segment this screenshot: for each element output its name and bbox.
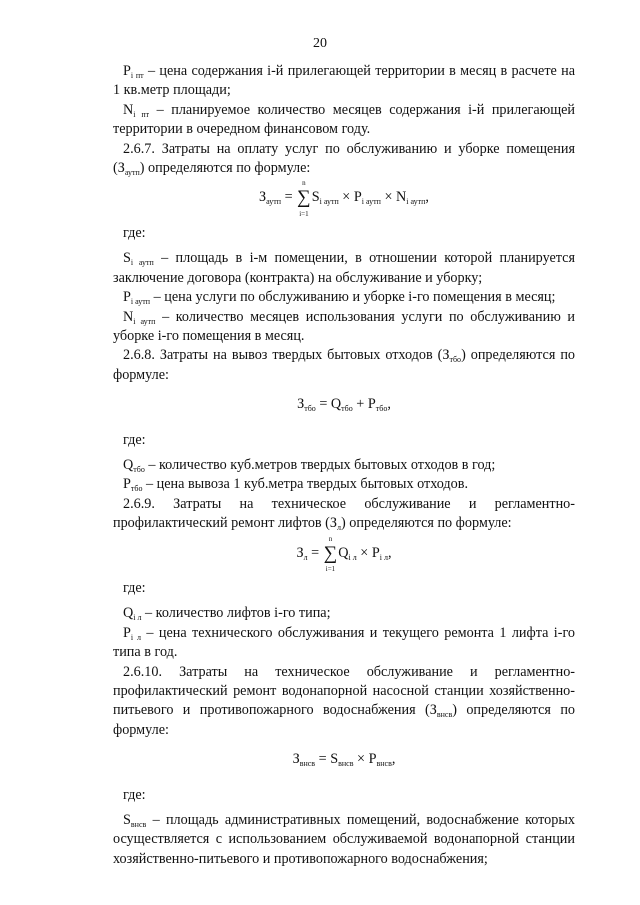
- definition-item: [113, 604, 575, 623]
- where-label: где:: [123, 431, 146, 448]
- section-number: 2.6.10.: [123, 663, 163, 680]
- section-text-tail: ) определяются по формуле:: [113, 702, 576, 738]
- definition-item: [113, 62, 575, 101]
- formula-f1: $З_{аутп}$ = ∑ n i=1 $S_{i аутп} \times P_{i аутп} \times N_{i аутп}$,: [259, 179, 429, 218]
- formula-term-subscript: внсв: [338, 759, 354, 769]
- formula-term-subscript: тбо: [375, 404, 388, 414]
- definition-text: – количество месяцев использования услуги по обслуживанию и уборке i-го помещения в месяц.: [113, 308, 576, 344]
- section-text: Затраты на техническое обслуживание и регламентно-профилактический ремонт водонапорной насосной станции хозяйственно-питьевого и противопожарного водоснабжения (З: [113, 663, 576, 719]
- definition-symbol: $Q_{i л}$: [123, 605, 142, 623]
- sum-lower-limit: i=1: [325, 565, 336, 573]
- definition-item: [113, 624, 575, 663]
- section-subscript: тбо: [449, 355, 462, 365]
- formula-term-symbol: $N_{i аутп}$: [396, 189, 426, 207]
- section-text: Затраты на вывоз твердых бытовых отходов (З: [159, 347, 450, 364]
- section-number: 2.6.9.: [123, 495, 155, 512]
- definition-subscript: i аутп: [133, 316, 156, 326]
- sum-sign-icon: ∑ n i=1: [323, 534, 338, 573]
- formula-term-symbol: $P_{тбо}$: [367, 396, 388, 414]
- definition-item: [113, 249, 575, 288]
- definition-item: [113, 288, 575, 307]
- sum-upper-limit: n: [302, 179, 306, 188]
- definition-subscript: тбо: [133, 464, 145, 474]
- formula-term-subscript: i л: [379, 552, 388, 562]
- formula-term-symbol: $P_{i л}$: [371, 544, 388, 562]
- formula-term-subscript: тбо: [341, 404, 353, 414]
- formula-f2: $З_{тбо} = Q_{тбо} + P_{тбо}$,: [297, 396, 391, 414]
- definition-subscript: i л: [133, 613, 142, 623]
- section-subscript: л: [337, 523, 342, 533]
- definition-symbol: $Q_{тбо}$: [123, 456, 145, 474]
- where-label: где:: [123, 224, 146, 241]
- definition-symbol: $S_{внсв}$: [123, 812, 147, 830]
- section-text-tail: ) определяются по формуле:: [341, 515, 512, 532]
- definition-subscript: внсв: [130, 820, 147, 830]
- formula-lhs-subscript: внсв: [299, 759, 316, 769]
- definition-item: [113, 308, 575, 347]
- definition-subscript: тбо: [130, 484, 143, 494]
- formula-term-symbol: $Q_{i л}$: [338, 544, 357, 562]
- section-paragraph: [113, 495, 575, 534]
- formula-term-subscript: i аутп: [361, 197, 381, 207]
- formula-lhs-subscript: тбо: [304, 404, 316, 414]
- formula-term-subscript: внсв: [376, 759, 392, 769]
- definition-subscript: i пт: [133, 109, 150, 119]
- sum-sign-icon: ∑ n i=1: [297, 179, 311, 218]
- section-text: Затраты на оплату услуг по обслуживанию и уборке помещения (З: [113, 140, 575, 177]
- section-paragraph: [113, 346, 575, 385]
- definition-item: [113, 475, 575, 494]
- formula-term-subscript: i аутп: [319, 197, 339, 207]
- page-number: 20: [313, 36, 327, 51]
- definition-text: – цена вывоза 1 куб.метра твердых бытовых отходов.: [146, 476, 468, 493]
- definition-text: – площадь в i-м помещении, в отношении которой планируется заключение договора (контракта) на обслуживание и уборку;: [113, 250, 575, 286]
- formula-lhs-subscript: л: [303, 552, 308, 562]
- definition-symbol: $P_{i аутп}$: [123, 289, 151, 307]
- definition-subscript: i л: [130, 632, 141, 642]
- formula-term-symbol: $S_{внсв}$: [330, 751, 354, 769]
- formula-f4: $З_{внсв} = S_{внсв} \times P_{внсв}$,: [292, 751, 396, 769]
- document-body: [113, 62, 575, 869]
- definition-symbol: $N_{i аутп}$: [123, 308, 156, 326]
- definition-text: – площадь административных помещений, водоснабжение которых осуществляется с использованием обслуживаемой водонапорной станции хозяйственно-питьевого и противопожарного водоснабжения;: [113, 812, 575, 867]
- definition-item: [113, 811, 575, 869]
- definition-item: [113, 456, 575, 475]
- formula-lhs-symbol: $З_{тбо}$: [297, 396, 316, 414]
- definition-text: – цена технического обслуживания и текущего ремонта 1 лифта i-го типа в год.: [113, 624, 576, 661]
- section-paragraph: [113, 663, 575, 741]
- definition-symbol: $P_{тбо}$: [123, 476, 143, 494]
- where-label: где:: [123, 786, 146, 803]
- formula-term-symbol: $P_{внсв}$: [368, 751, 392, 769]
- section-subscript: аутп: [124, 168, 140, 178]
- definition-subscript: i пт: [130, 71, 144, 80]
- formula-lhs-symbol: $З_{внсв}$: [292, 751, 316, 769]
- formula-term-subscript: i л: [348, 552, 357, 562]
- definition-subscript: i аутп: [130, 297, 151, 307]
- formula-term-symbol: $S_{i аутп}$: [311, 189, 339, 207]
- definition-text: – цена услуги по обслуживанию и уборке i-го помещения в месяц;: [153, 289, 556, 306]
- where-label: где:: [123, 580, 146, 596]
- section-paragraph: [113, 140, 575, 179]
- formula-term-symbol: $Q_{тбо}$: [330, 396, 353, 414]
- formula-lhs-symbol: $З_л$: [296, 544, 308, 562]
- sum-lower-limit: i=1: [299, 209, 309, 218]
- definition-text: – количество куб.метров твердых бытовых отходов в год;: [148, 456, 496, 473]
- definition-symbol: $N_{i пт}$: [123, 101, 150, 119]
- formula-lhs-symbol: $З_{аутп}$: [259, 189, 282, 207]
- section-text-tail: ) определяются по формуле:: [113, 347, 576, 383]
- formula-lhs-subscript: аутп: [266, 197, 282, 207]
- section-number: 2.6.7.: [123, 140, 155, 157]
- section-text: Затраты на техническое обслуживание и регламентно-профилактический ремонт лифтов (З: [113, 495, 575, 532]
- definition-text: – цена содержания i-й прилегающей территории в месяц в расчете на 1 кв.метр площади;: [113, 63, 576, 99]
- definition-text: – количество лифтов i-го типа;: [145, 605, 331, 622]
- definition-symbol: $S_{i аутп}$: [123, 250, 154, 268]
- formula-term-subscript: i аутп: [406, 197, 426, 207]
- definition-item: [113, 101, 575, 140]
- sum-upper-limit: n: [328, 534, 333, 543]
- formula-f3: $З_л$ = ∑ n i=1 $Q_{i л} \times P_{i л}$,: [296, 534, 392, 573]
- formula-term-symbol: $P_{i аутп}$: [353, 189, 381, 207]
- section-subscript: внсв: [436, 710, 453, 720]
- definition-text: – планируемое количество месяцев содержания i-й прилегающей территории в очередном финансовом году.: [113, 101, 576, 138]
- definition-symbol: $P_{i пт}$: [123, 63, 144, 80]
- section-number: 2.6.8.: [123, 347, 155, 364]
- section-text-tail: ) определяются по формуле:: [139, 160, 311, 177]
- definition-subscript: i аутп: [130, 258, 154, 268]
- definition-symbol: $P_{i л}$: [123, 624, 141, 642]
